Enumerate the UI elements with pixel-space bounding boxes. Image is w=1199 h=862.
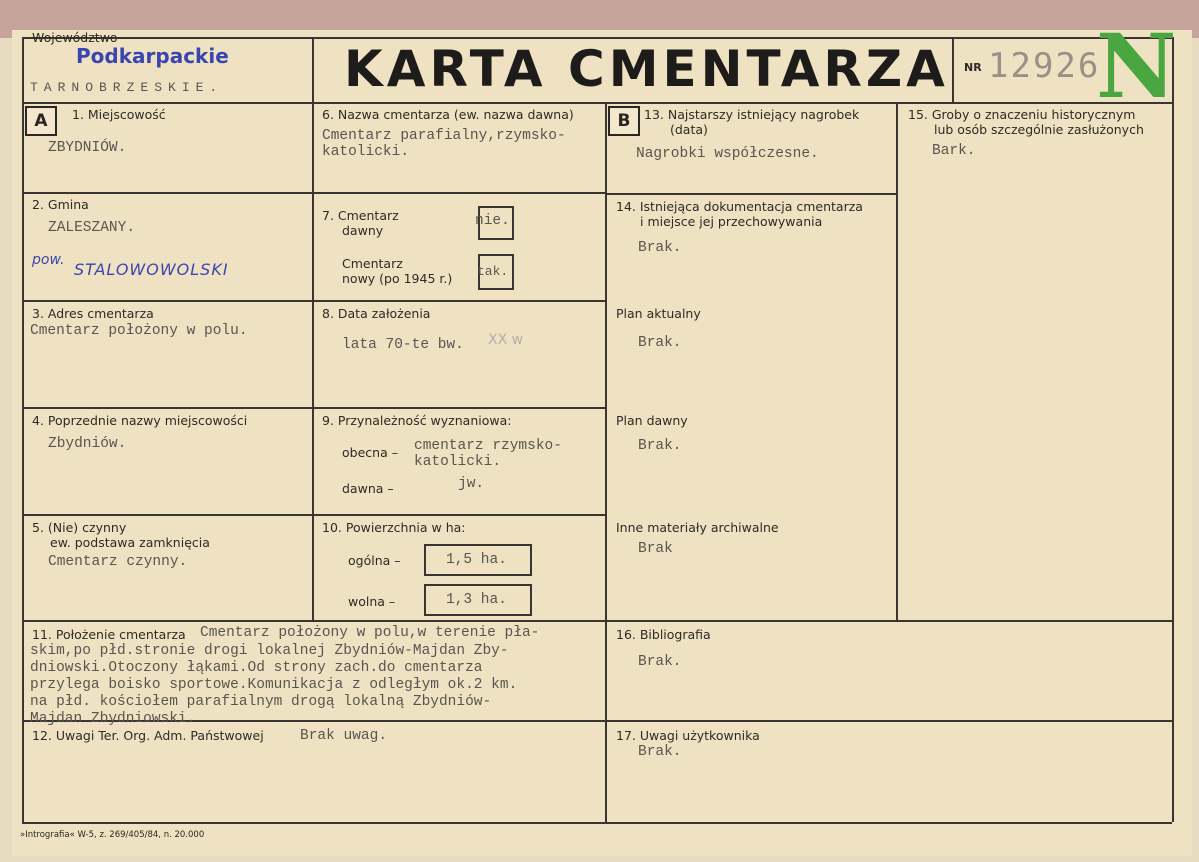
rule [22,102,1172,104]
field-10-ogolna-value: 1,5 ha. [446,552,507,568]
field-13-value: Nagrobki współczesne. [636,146,819,162]
field-15-value: Bark. [932,143,976,159]
field-11-value-rest: skim,po płd.stronie drogi lokalnej Zbydniów-Majdan Zby- dniowski.Otoczony łąkami.Od strony zach.do cmentarza przylega boisko sportowe.Komunikacja z odległym ok.2 km. na płd. kościołem parafialnym drogą lokalną Zbydniów- Majdan Zbydniowski. [30,643,518,727]
card-number: 12926 [988,46,1101,86]
field-7-label: 7. Cmentarz [322,208,399,223]
field-8-label: 8. Data założenia [322,306,431,321]
field-16-value: Brak. [638,654,682,670]
field-12-label: 12. Uwagi Ter. Org. Adm. Państwowej [32,728,264,743]
printer-footer: »Intrografia« W-5, z. 269/405/84, n. 20.000 [20,830,205,840]
field-5-label: 5. (Nie) czynny [32,520,127,535]
field-5-value: Cmentarz czynny. [48,554,188,570]
field-8-hand-value: XX w [488,332,524,348]
field-17-value: Brak. [638,744,682,760]
rule [952,37,954,102]
field-10-wolna-label: wolna – [348,594,396,609]
plan-aktualny-value: Brak. [638,335,682,351]
field-16-label: 16. Bibliografia [616,627,711,642]
category-letter-N: N [1096,14,1177,118]
field-10-label: 10. Powierzchnia w ha: [322,520,466,535]
field-8-value: lata 70-te bw. [342,337,464,353]
field-9-obecna-label: obecna – [342,445,398,460]
field-14-sublabel: i miejsce jej przechowywania [640,214,823,229]
section-b-marker: B [608,106,640,136]
cemetery-card [12,14,1192,856]
field-9-dawna-value: jw. [458,476,485,492]
field-3-label: 3. Adres cmentarza [32,306,154,321]
rule [22,822,1172,824]
rule [1172,37,1174,822]
wojewodztwo-label: Województwo [32,30,118,45]
plan-aktualny-label: Plan aktualny [616,306,701,321]
nr-label: NR [964,61,982,74]
field-7-nowy-value: tak. [477,264,509,279]
inne-materialy-label: Inne materiały archiwalne [616,520,779,535]
plan-dawny-value: Brak. [638,438,682,454]
field-11-label: 11. Położenie cmentarza [32,627,186,642]
field-15-sublabel: lub osób szczególnie zasłużonych [934,122,1144,137]
field-2-value: ZALESZANY. [48,220,136,236]
field-7-nowy-sublabel: nowy (po 1945 r.) [342,271,453,286]
rule [605,193,896,195]
typed-region: TARNOBRZESKIE. [30,80,224,95]
field-9-dawna-label: dawna – [342,481,394,496]
field-13-sublabel: (data) [670,122,708,137]
card-title: KARTA CMENTARZA [344,40,949,98]
field-17-label: 17. Uwagi użytkownika [616,728,760,743]
field-4-value: Zbydniów. [48,436,127,452]
field-5-sublabel: ew. podstawa zamknięcia [50,535,210,550]
field-7-dawny-value: nie. [475,213,510,229]
section-a-marker: A [25,106,57,136]
field-2-hand-prefix: pow. [32,252,65,268]
plan-dawny-label: Plan dawny [616,413,688,428]
field-9-obecna-value: cmentarz rzymsko- katolicki. [414,438,562,470]
field-12-value: Brak uwag. [300,728,388,744]
inne-materialy-value: Brak [638,541,673,557]
field-7-nowy-label: Cmentarz [342,256,403,271]
field-14-value: Brak. [638,240,682,256]
field-2-hand-value: STALOWOWOLSKI [74,260,229,279]
rule [22,37,24,822]
field-14-label: 14. Istniejąca dokumentacja cmentarza [616,199,863,214]
field-11-value-first: Cmentarz położony w polu,w terenie pła- [200,625,540,641]
field-1-label: 1. Miejscowość [72,107,166,122]
rule [312,37,314,620]
field-13-label: 13. Najstarszy istniejący nagrobek [644,107,860,122]
field-10-wolna-value: 1,3 ha. [446,592,507,608]
field-4-label: 4. Poprzednie nazwy miejscowości [32,413,248,428]
rule [605,102,607,822]
rule [896,102,898,620]
field-9-label: 9. Przynależność wyznaniowa: [322,413,512,428]
field-1-value: ZBYDNIÓW. [48,140,127,156]
field-10-ogolna-label: ogólna – [348,553,401,568]
rule [22,37,1172,39]
field-6-label: 6. Nazwa cmentarza (ew. nazwa dawna) [322,107,574,122]
field-2-label: 2. Gmina [32,197,89,212]
field-7-dawny-label: dawny [342,223,384,238]
region-stamp: Podkarpackie [76,44,229,68]
field-15-label: 15. Groby o znaczeniu historycznym [908,107,1136,122]
rule [22,620,1172,622]
field-6-value: Cmentarz parafialny,rzymsko- katolicki. [322,128,566,160]
field-3-value: Cmentarz położony w polu. [30,323,248,339]
